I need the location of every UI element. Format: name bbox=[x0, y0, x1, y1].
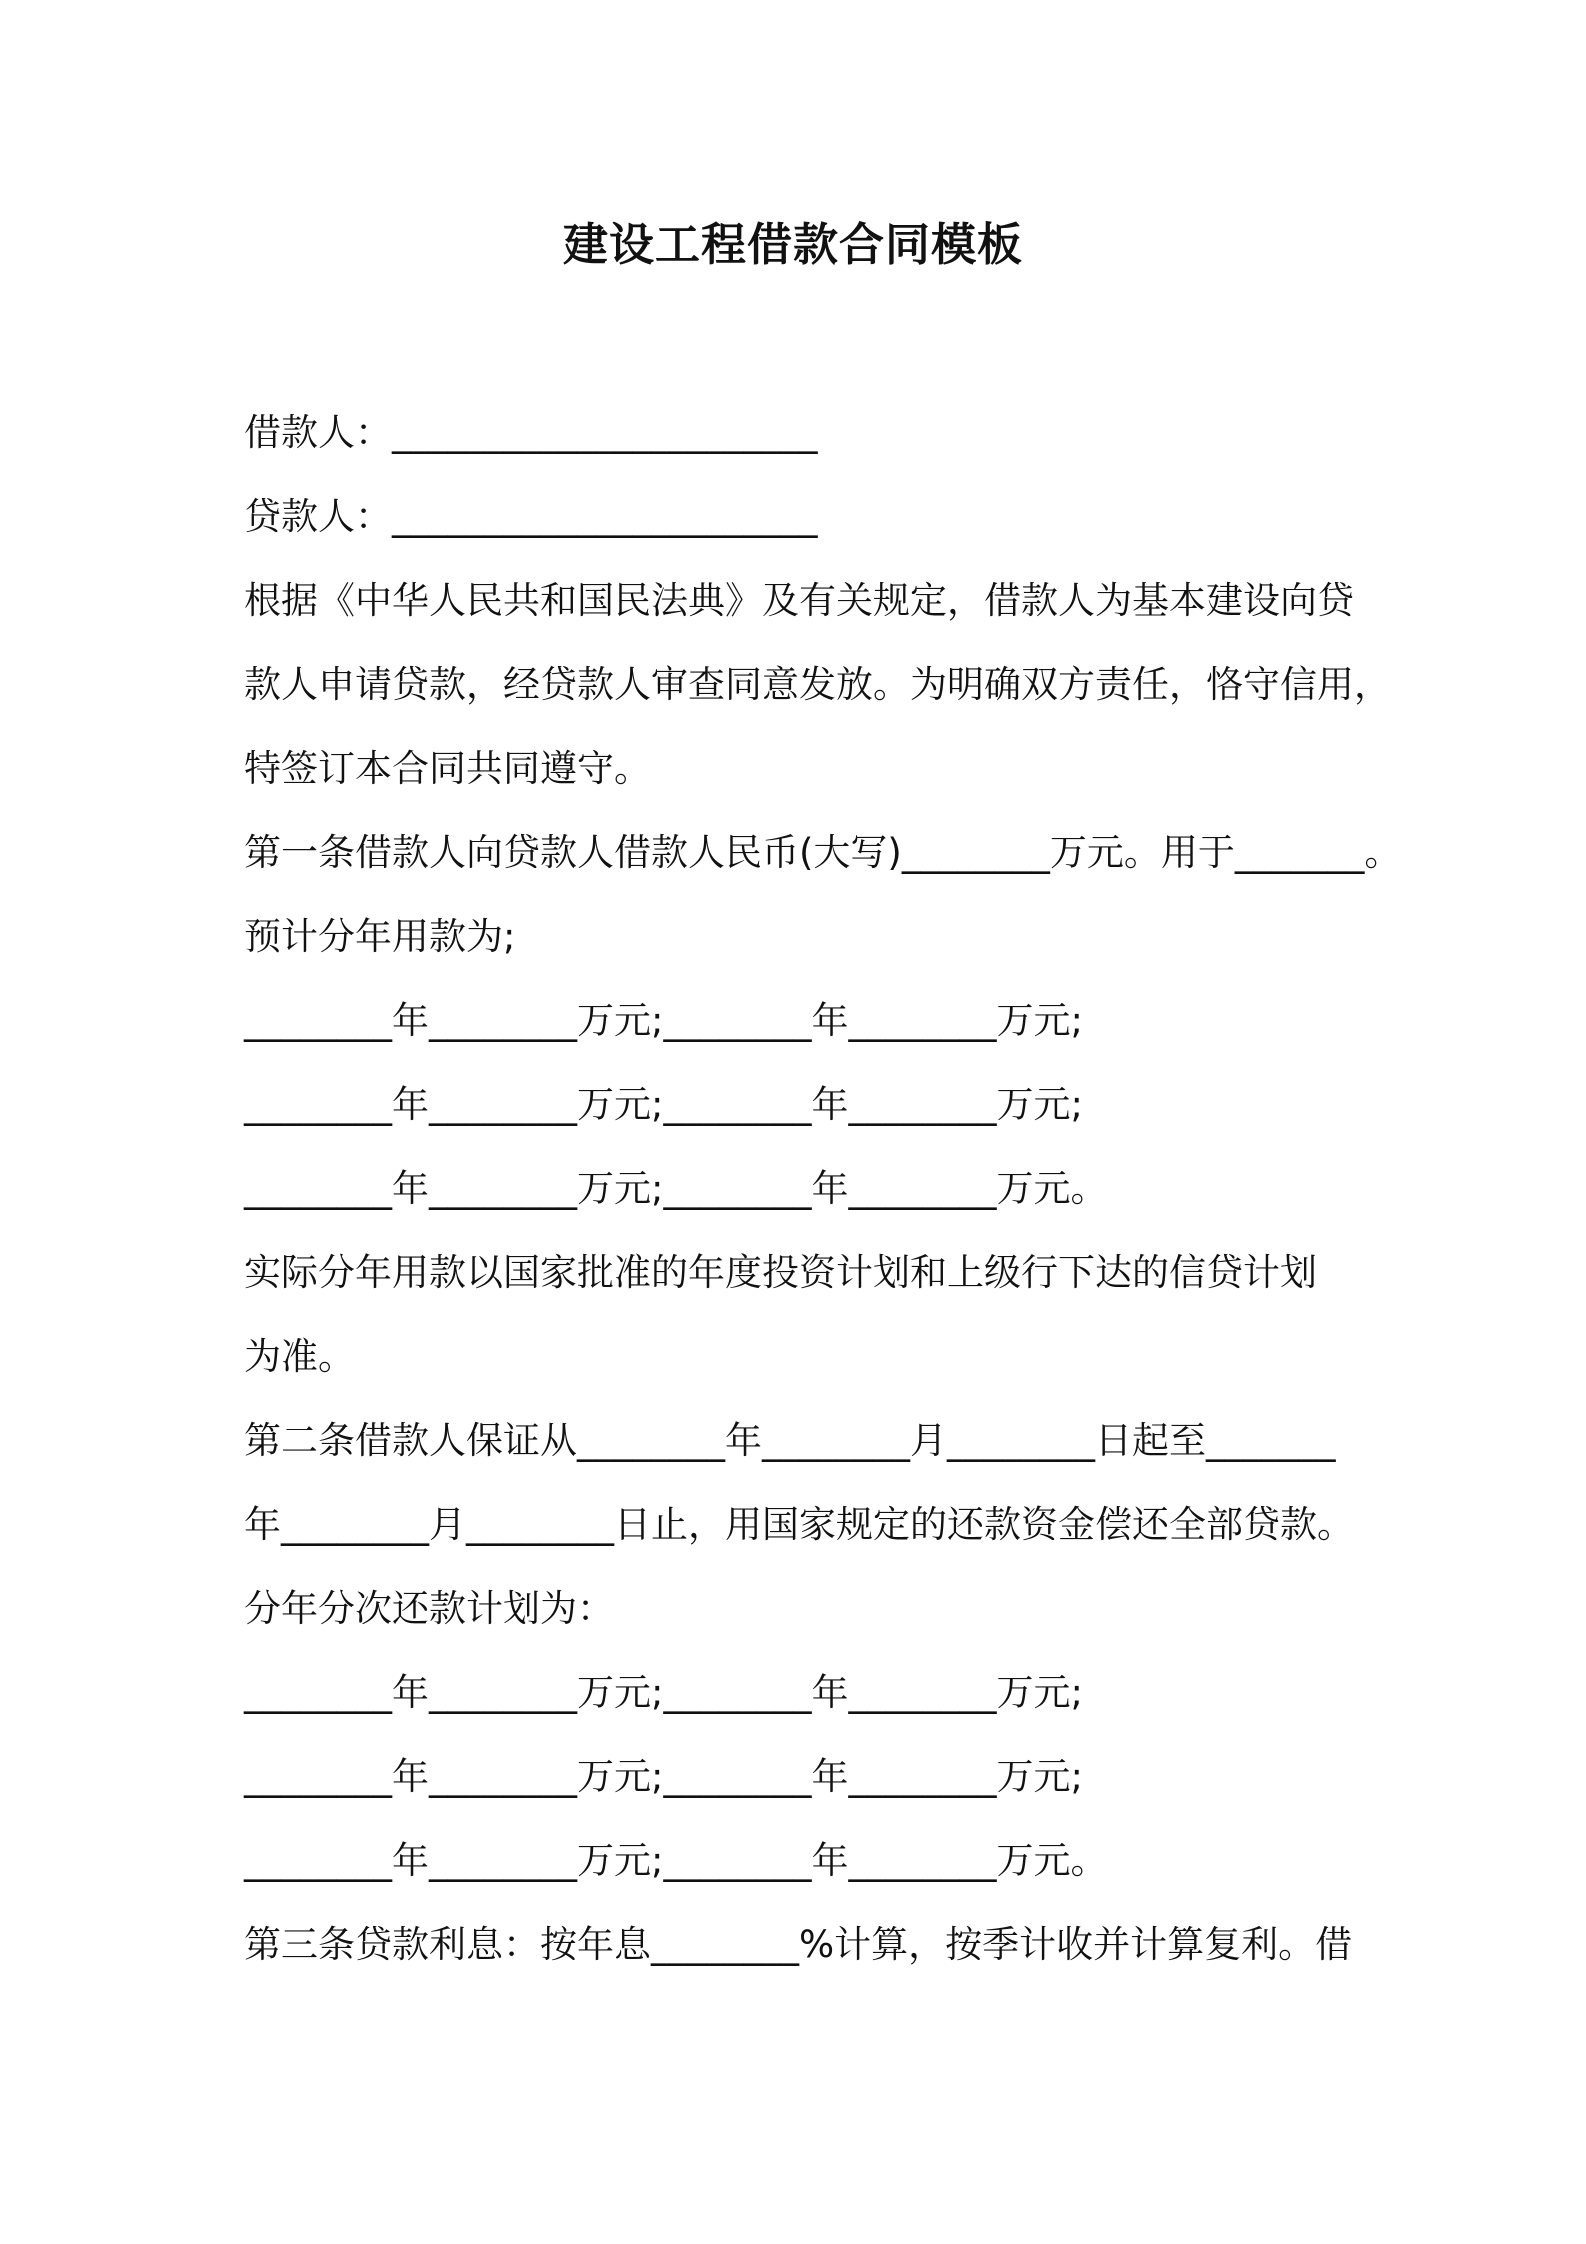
usage-note-line-1: 实际分年用款以国家批准的年度投资计划和上级行下达的信贷计划 bbox=[244, 1251, 1317, 1294]
repayment-plan-heading: 分年分次还款计划为： bbox=[244, 1587, 614, 1630]
usage-schedule-line-3: ________年________万元;________年________万元。 bbox=[244, 1167, 1108, 1210]
repayment-schedule-line-2: ________年________万元;________年________万元; bbox=[244, 1755, 1083, 1798]
preamble-line-1: 根据《中华人民共和国民法典》及有关规定，借款人为基本建设向贷 bbox=[244, 579, 1354, 622]
preamble-line-2: 款人申请贷款，经贷款人审查同意发放。为明确双方责任，恪守信用， bbox=[244, 663, 1391, 706]
usage-note-line-2: 为准。 bbox=[244, 1335, 355, 1378]
document-body bbox=[244, 407, 1402, 2003]
repayment-schedule-line-1: ________年________万元;________年________万元; bbox=[244, 1671, 1083, 1714]
preamble-line-3: 特签订本合同共同遵守。 bbox=[244, 747, 651, 790]
repayment-schedule-line-3: ________年________万元;________年________万元。 bbox=[244, 1839, 1108, 1882]
article-2-line-1: 第二条借款人保证从________年________月________日起至_______ bbox=[244, 1419, 1336, 1462]
usage-schedule-line-2: ________年________万元;________年________万元; bbox=[244, 1083, 1083, 1126]
borrower-line: 借款人：_______________________ bbox=[244, 411, 818, 454]
article-2-line-2: 年________月________日止，用国家规定的还款资金偿还全部贷款。 bbox=[244, 1503, 1354, 1546]
article-1-line-1: 第一条借款人向贷款人借款人民币(大写)________万元。用于_______。 bbox=[244, 831, 1402, 874]
article-3-line-1: 第三条贷款利息：按年息________%计算，按季计收并计算复利。借 bbox=[244, 1923, 1353, 1966]
lender-line: 贷款人：_______________________ bbox=[244, 495, 818, 538]
article-1-line-2: 预计分年用款为; bbox=[244, 915, 516, 958]
usage-schedule-line-1: ________年________万元;________年________万元; bbox=[244, 999, 1083, 1042]
document-title: 建设工程借款合同模板 bbox=[562, 218, 1023, 271]
